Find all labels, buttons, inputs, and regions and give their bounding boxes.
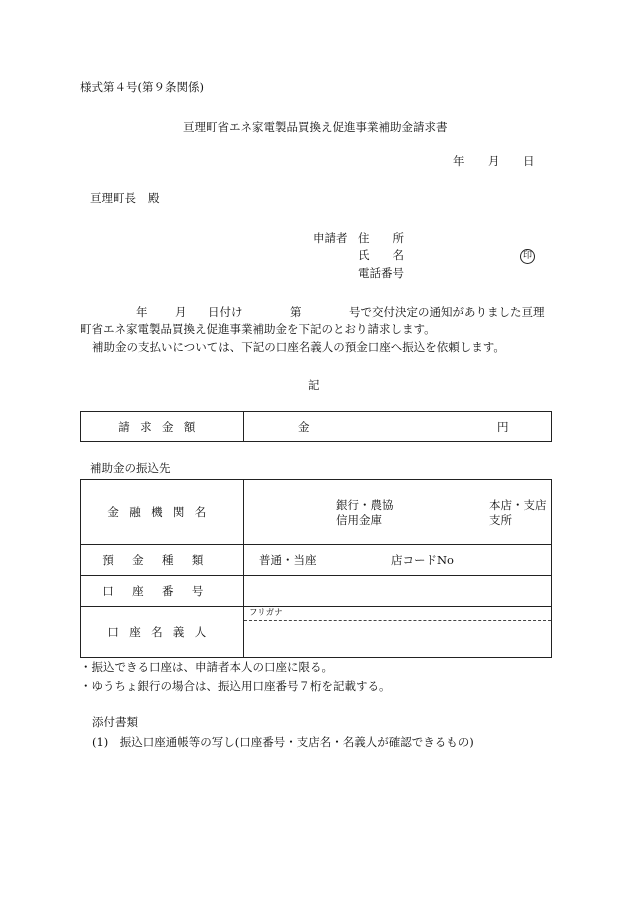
claim-amount-prefix: 金 [298, 420, 310, 434]
claim-amount-unit: 円 [497, 420, 509, 434]
body-line2: 町省エネ家電製品買換え促進事業補助金を下記のとおり請求します。 [80, 322, 436, 336]
applicant-label: 申請者 [313, 231, 348, 245]
applicant-name-label: 氏 名 [358, 248, 404, 262]
bank-table [80, 479, 552, 658]
applicant-address-label: 住 所 [358, 231, 404, 245]
body-line1-month: 月 [175, 305, 187, 319]
deposit-type-field[interactable] [244, 545, 552, 576]
claim-amount-field[interactable] [244, 412, 552, 442]
attachments-heading: 添付書類 [92, 715, 138, 729]
deposit-type-label: 預金種類 [102, 553, 222, 567]
ki-heading: 記 [308, 378, 320, 392]
branch-code-label: 店コードNo [391, 553, 454, 567]
addressee-name: 亘理町長 [90, 191, 136, 205]
attachment-item: (1) 振込口座通帳等の写し(口座番号・支店名・名義人が確認できるもの) [92, 735, 474, 749]
body-line3: 補助金の支払いについては、下記の口座名義人の預金口座へ振込を依頼します。 [92, 340, 505, 354]
furigana-row[interactable] [244, 607, 551, 621]
branch-type-2: 支所 [489, 513, 512, 527]
account-holder-label-cell [81, 607, 244, 658]
account-number-label-cell [81, 576, 244, 607]
bank-type-2: 信用金庫 [336, 513, 382, 527]
deposit-type-label-cell [81, 545, 244, 576]
form-number: 様式第４号(第９条関係) [80, 80, 204, 94]
seal-mark: 印 [520, 249, 535, 264]
date-year-label: 年 [453, 154, 465, 168]
furigana-label: フリガナ [249, 608, 283, 618]
date-day-label: 日 [523, 154, 535, 168]
seal-icon [520, 249, 535, 264]
institution-field[interactable] [244, 480, 552, 545]
claim-label-cell [81, 412, 244, 442]
claim-table [80, 411, 552, 442]
body-line1-day: 日付け [208, 305, 243, 319]
claim-amount-label: 請求金額 [118, 419, 206, 434]
note-item: ・ゆうちょ銀行の場合は、振込用口座番号７桁を記載する。 [80, 679, 391, 693]
account-number-label: 口座番号 [102, 584, 222, 598]
page-title: 亘理町省エネ家電製品買換え促進事業補助金請求書 [183, 120, 448, 134]
deposit-type-value: 普通・当座 [259, 553, 317, 567]
body-line1-dai: 第 [290, 305, 302, 319]
bank-type-1: 銀行・農協 [336, 498, 394, 512]
institution-label-cell [81, 480, 244, 545]
account-holder-field[interactable] [244, 607, 552, 658]
addressee-honorific: 殿 [148, 191, 160, 205]
body-line1-rest: 号で交付決定の通知がありました亘理 [349, 305, 545, 319]
date-month-label: 月 [488, 154, 500, 168]
transfer-heading: 補助金の振込先 [90, 461, 171, 475]
applicant-phone-label: 電話番号 [358, 266, 404, 280]
branch-type-1: 本店・支店 [489, 498, 547, 512]
account-number-field[interactable] [244, 576, 552, 607]
note-item: ・振込できる口座は、申請者本人の口座に限る。 [80, 660, 333, 674]
institution-label: 金融機関名 [107, 505, 217, 519]
account-holder-label: 口座名義人 [107, 625, 217, 639]
body-line1-year: 年 [136, 305, 148, 319]
